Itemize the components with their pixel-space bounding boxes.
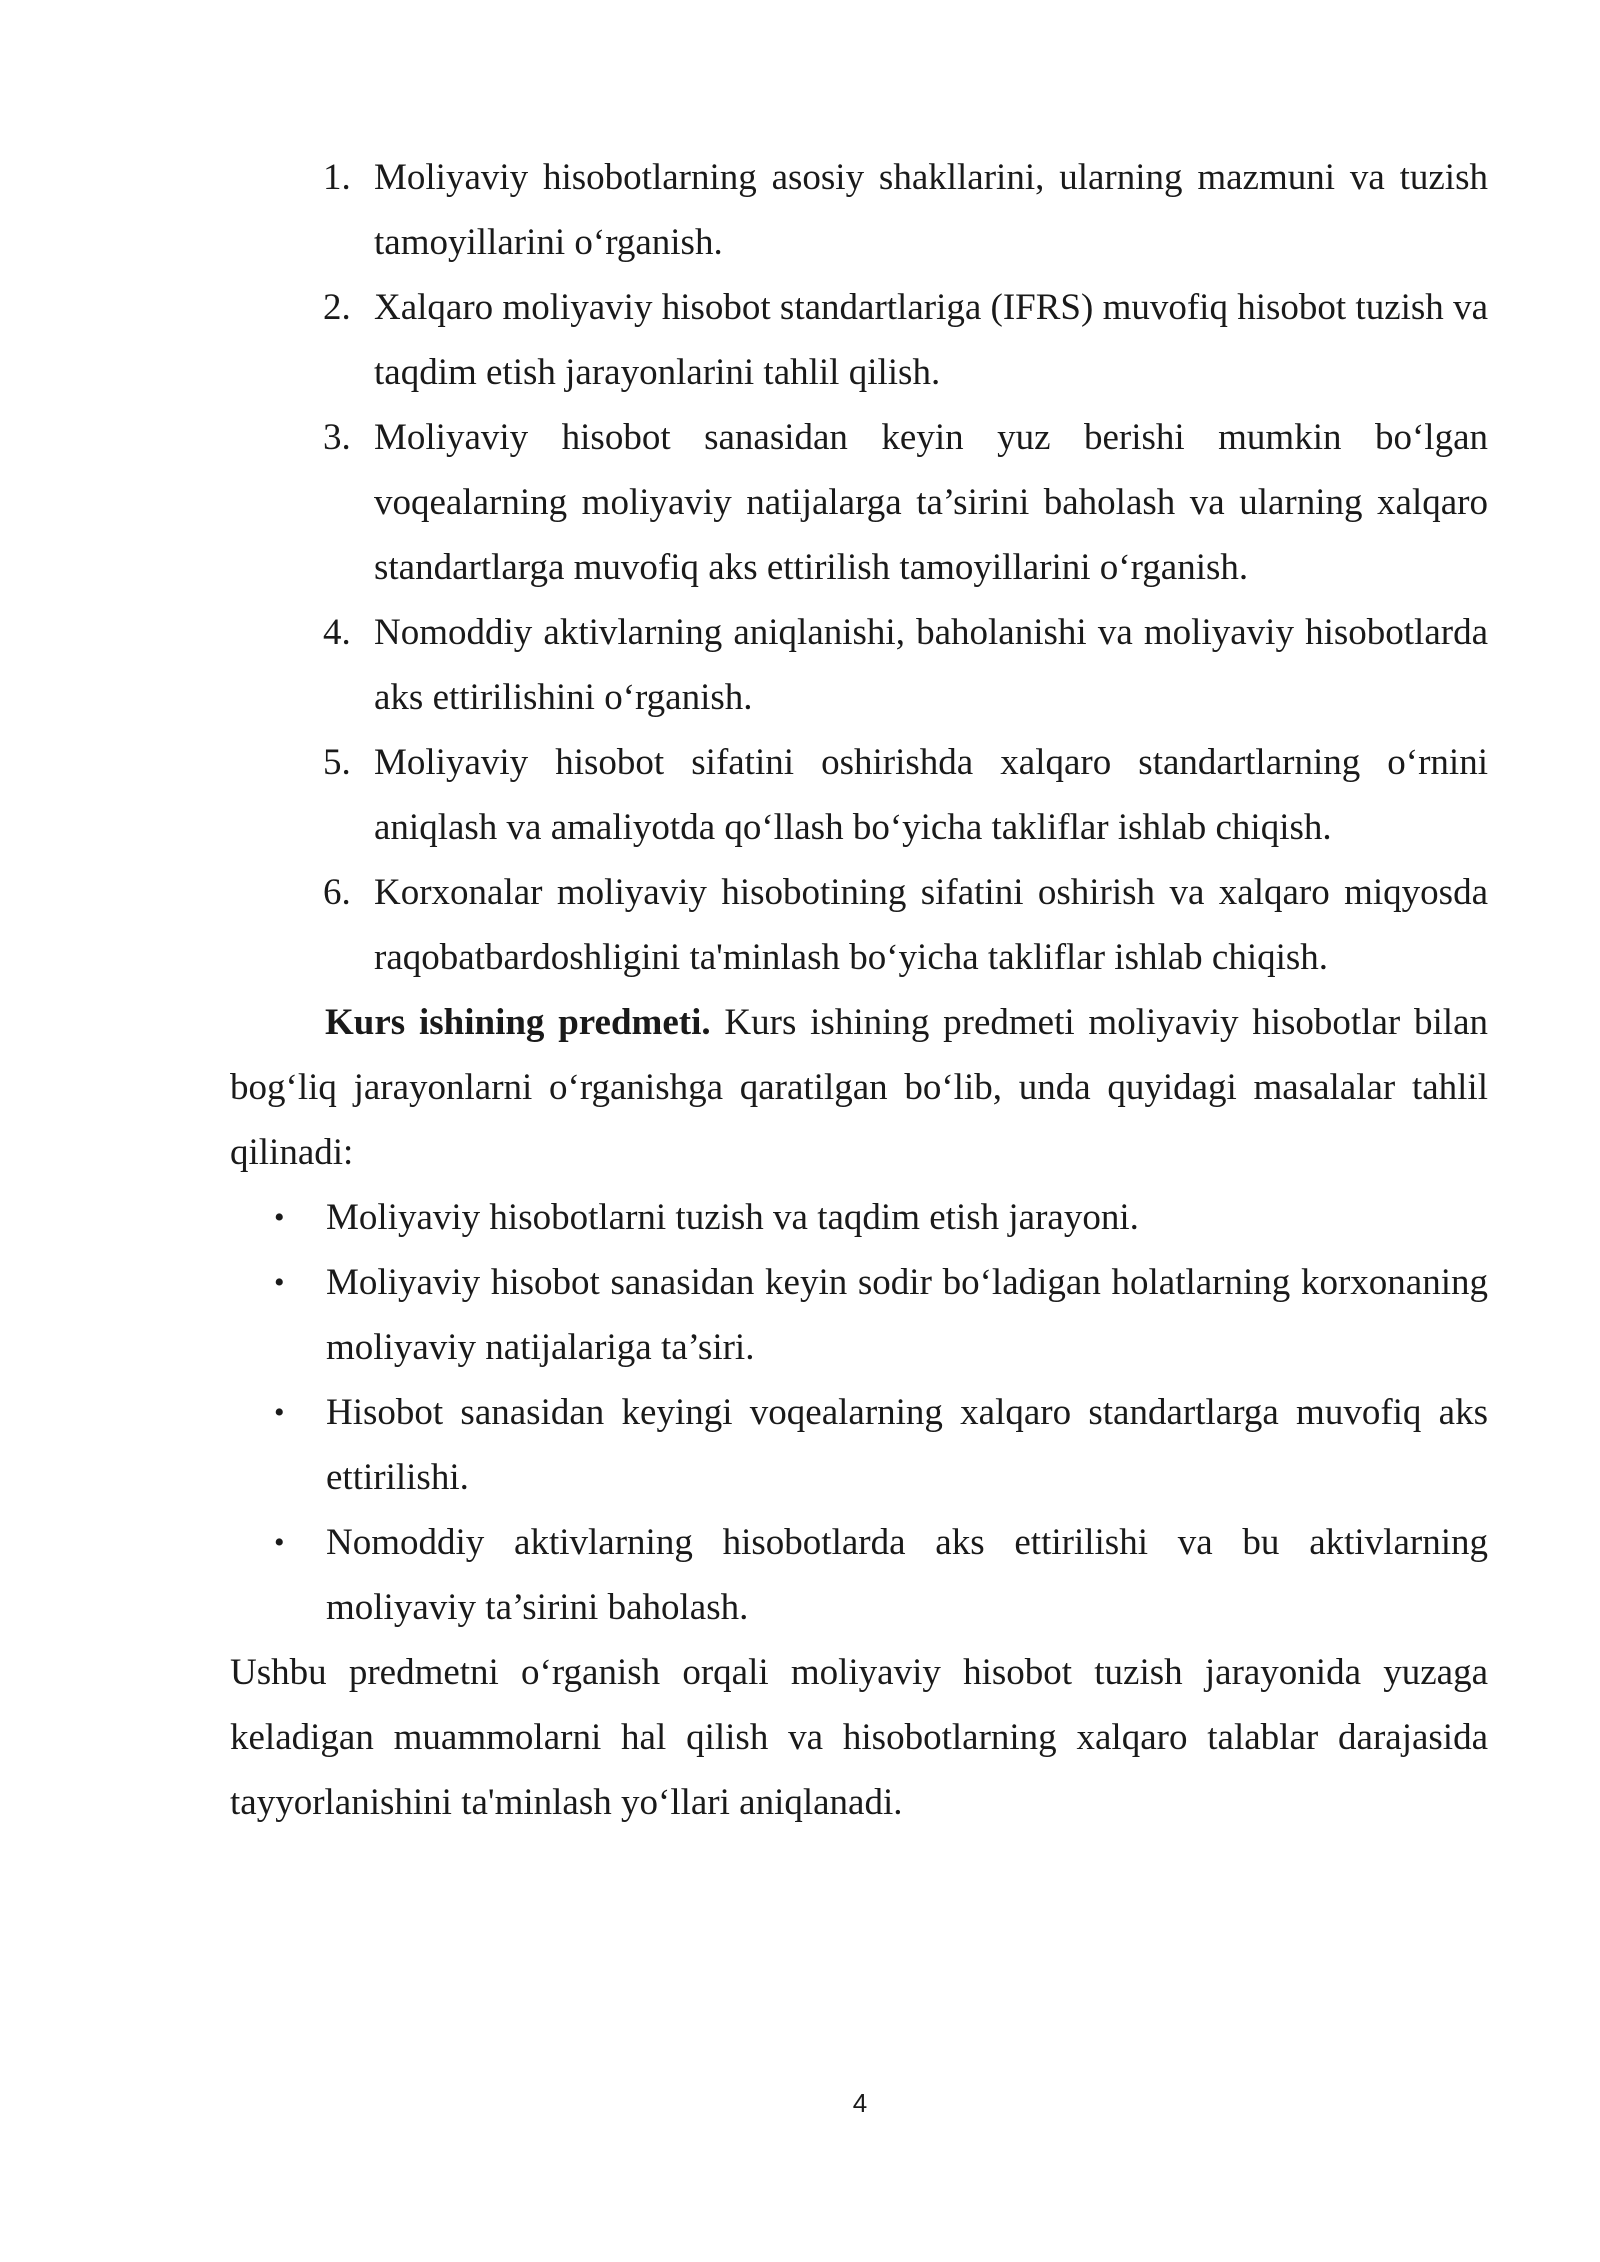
bullet-list-item <box>274 1185 1488 1250</box>
list-number: 5. <box>323 742 351 783</box>
subject-paragraph <box>230 990 1488 1185</box>
list-number: 4. <box>323 612 351 653</box>
numbered-list-item <box>323 600 1488 730</box>
bullet-icon: • <box>274 1396 285 1429</box>
bullet-item-text: Nomoddiy aktivlarning hisobotlarda aks ettirilishi va bu aktivlarning moliyaviy ta’sirini baholash. <box>326 1522 1488 1628</box>
numbered-list-item <box>323 145 1488 275</box>
bullet-list-item <box>274 1250 1488 1380</box>
bullet-item-text: Moliyaviy hisobot sanasidan keyin sodir bo‘ladigan holatlarning korxonaning moliyaviy natijalariga ta’siri. <box>326 1262 1488 1368</box>
subject-heading: Kurs ishining predmeti. <box>325 1002 711 1043</box>
bullet-icon: • <box>274 1526 285 1559</box>
numbered-list-item <box>323 860 1488 990</box>
list-item-text: Korxonalar moliyaviy hisobotining sifatini oshirish va xalqaro miqyosda raqobatbardoshligini ta'minlash bo‘yicha takliflar ishlab chiqish. <box>374 872 1488 978</box>
bullet-list-item <box>274 1380 1488 1510</box>
list-item-text: Moliyaviy hisobot sanasidan keyin yuz berishi mumkin bo‘lgan voqealarning moliyaviy natijalarga ta’sirini baholash va ularning xalqaro standartlarga muvofiq aks ettirilish tamoyillarini o‘rganish. <box>374 417 1488 588</box>
bullet-icon: • <box>274 1266 285 1299</box>
closing-paragraph: Ushbu predmetni o‘rganish orqali moliyaviy hisobot tuzish jarayonida yuzaga keladigan muammolarni hal qilish va hisobotlarning xalqaro talablar darajasida tayyorlanishini ta'minlash yo‘llari aniqlanadi. <box>230 1652 1488 1823</box>
objectives-numbered-list <box>230 145 1488 990</box>
subject-text: Kurs ishining predmeti moliyaviy hisobotlar bilan bog‘liq jarayonlarni o‘rganishga qaratilgan bo‘lib, unda quyidagi masalalar tahlil qilinadi: <box>230 1002 1488 1173</box>
numbered-list-item <box>323 405 1488 600</box>
list-number: 1. <box>323 157 351 198</box>
page-body <box>230 145 1488 1835</box>
list-item-text: Nomoddiy aktivlarning aniqlanishi, baholanishi va moliyaviy hisobotlarda aks ettirilishini o‘rganish. <box>374 612 1488 718</box>
numbered-list-item <box>323 275 1488 405</box>
bullet-item-text: Hisobot sanasidan keyingi voqealarning xalqaro standartlarga muvofiq aks ettirilishi. <box>326 1392 1488 1498</box>
list-item-text: Moliyaviy hisobot sifatini oshirishda xalqaro standartlarning o‘rnini aniqlash va amaliyotda qo‘llash bo‘yicha takliflar ishlab chiqish. <box>374 742 1488 848</box>
bullet-list-item <box>274 1510 1488 1640</box>
list-item-text: Moliyaviy hisobotlarning asosiy shakllarini, ularning mazmuni va tuzish tamoyillarini o‘rganish. <box>374 157 1488 263</box>
bullet-item-text: Moliyaviy hisobotlarni tuzish va taqdim etish jarayoni. <box>326 1197 1139 1238</box>
list-number: 3. <box>323 417 351 458</box>
page-number: 4 <box>852 2088 868 2118</box>
subject-bullet-list <box>230 1185 1488 1640</box>
list-number: 6. <box>323 872 351 913</box>
numbered-list-item <box>323 730 1488 860</box>
bullet-icon: • <box>274 1201 285 1234</box>
list-number: 2. <box>323 287 351 328</box>
list-item-text: Xalqaro moliyaviy hisobot standartlariga (IFRS) muvofiq hisobot tuzish va taqdim etish jarayonlarini tahlil qilish. <box>374 287 1488 393</box>
